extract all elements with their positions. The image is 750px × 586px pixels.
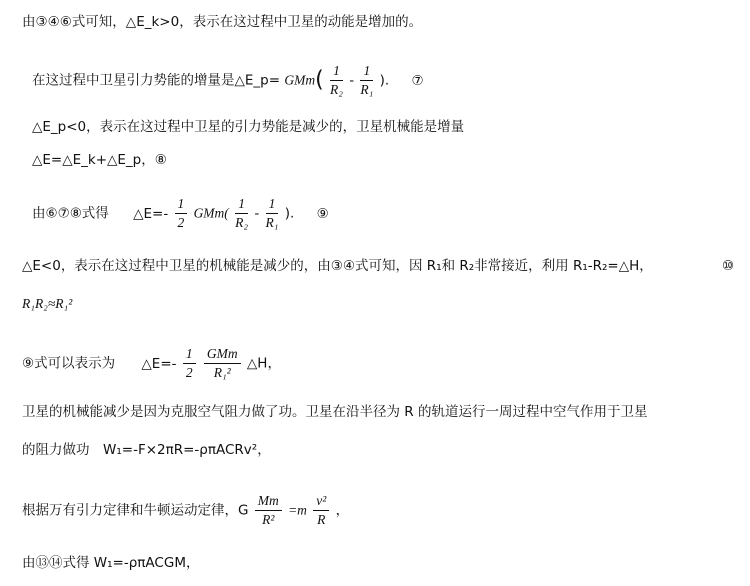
line-1-text: 由③④⑥式可知，△E_k>0，表示在这过程中卫星的动能是增加的。 [22, 14, 423, 30]
line-1 [22, 12, 422, 32]
line-3 [32, 117, 464, 137]
fraction-1-over-r2 [330, 62, 343, 99]
fraction-numerator: Mm [255, 492, 282, 511]
line-2-text: 在这过程中卫星引力势能的增量是△E_p= [32, 72, 281, 89]
line-6-text: △E<0，表示在这过程中卫星的机械能是减少的，由③④式可知，因 R₁和 R₂非常接近，利用 R₁-R₂=△H， [22, 258, 653, 274]
fraction-numerator: 1 [266, 195, 279, 214]
fraction-denominator: R [317, 512, 326, 527]
fraction-denominator: R² [262, 512, 275, 527]
fraction-1-over-r1 [266, 195, 279, 232]
line-11-tail: ， [335, 502, 350, 519]
fraction-denominator: R₁ [265, 215, 279, 230]
equation-tag-7: ⑦ [411, 72, 424, 89]
line-5-eq: △E=- [133, 205, 169, 222]
equation-tag-10: ⑩ [722, 258, 735, 274]
fraction-denominator: 2 [185, 365, 193, 380]
line-10 [22, 440, 271, 460]
line-12 [22, 553, 199, 573]
line-8-tail: △H， [246, 355, 281, 372]
line-10-text: 的阻力做功 W₁=-F×2πR=-ρπACRv²， [22, 442, 271, 458]
fraction-denominator: R₁ [360, 82, 374, 97]
fraction-numerator: GMm [204, 345, 241, 364]
fraction-half [183, 345, 196, 382]
fraction-numerator: 1 [183, 345, 196, 364]
fraction-v2-over-r [313, 492, 329, 529]
line-5 [32, 195, 329, 232]
line-7 [22, 294, 72, 314]
fraction-numerator: 1 [175, 195, 188, 214]
fraction-half [175, 195, 188, 232]
close-paren: ). [379, 72, 390, 89]
minus-sign: - [349, 72, 355, 89]
open-paren: ( [315, 67, 324, 93]
line-5-gmm: GMm( [193, 205, 229, 221]
equation-tag-9: ⑨ [316, 205, 329, 222]
line-7-text: R₁R₂≈R₁² [22, 296, 73, 311]
fraction-denominator: R₁² [213, 365, 231, 380]
line-2 [32, 62, 424, 99]
fraction-denominator: R₂ [235, 215, 249, 230]
line-4-text: △E=△E_k+△E_p，⑧ [32, 152, 167, 168]
fraction-numerator: 1 [330, 62, 343, 81]
fraction-denominator: R₂ [329, 82, 343, 97]
fraction-1-over-r2 [235, 195, 248, 232]
fraction-denominator: 2 [177, 215, 185, 230]
line-4 [32, 150, 167, 170]
minus-sign: - [254, 205, 260, 222]
line-11-text: 根据万有引力定律和牛顿运动定律，G [22, 502, 249, 519]
line-3-text: △E_p<0，表示在这过程中卫星的引力势能是减少的，卫星机械能是增量 [32, 119, 465, 135]
line-6 [22, 256, 735, 276]
fraction-1-over-r1 [360, 62, 373, 99]
line-12-text: 由⑬⑭式得 W₁=-ρπACGM， [22, 555, 200, 571]
line-8 [22, 345, 281, 382]
line-8-eq: △E=- [141, 355, 177, 372]
line-9 [22, 402, 647, 422]
fraction-mm-over-r2 [255, 492, 282, 529]
line-8-text: ⑨式可以表示为 [22, 355, 116, 372]
fraction-numerator: 1 [360, 62, 373, 81]
line-11 [22, 492, 349, 529]
fraction-numerator: 1 [235, 195, 248, 214]
line-11-eq: =m [288, 502, 307, 518]
fraction-numerator: v² [313, 492, 329, 511]
fraction-gmm-over-r1sq [204, 345, 241, 382]
close-paren: ). [284, 205, 295, 222]
line-2-gmm: GMm [284, 72, 316, 88]
line-9-text: 卫星的机械能减少是因为克服空气阻力做了功。卫星在沿半径为 R 的轨道运行一周过程中空气作用于卫星 [22, 404, 648, 420]
line-5-text: 由⑥⑦⑧式得 [32, 205, 109, 222]
